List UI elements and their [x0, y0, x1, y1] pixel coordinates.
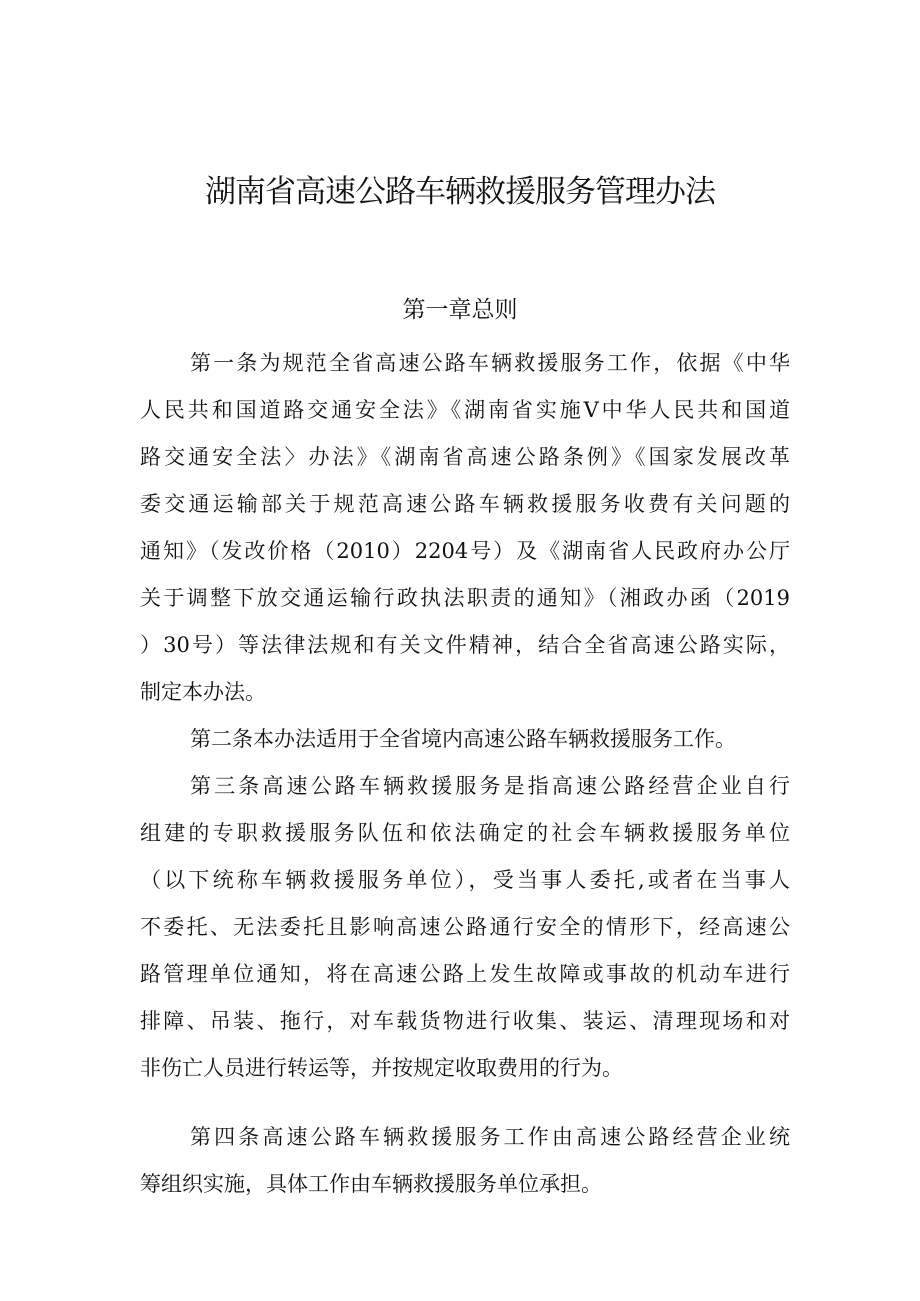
article-1-line: 人民共和国道路交通安全法》《湖南省实施V中华人民共和国道 [140, 398, 790, 422]
document-title: 湖南省高速公路车辆救援服务管理办法 [205, 174, 715, 210]
article-3-line: （以下统称车辆救援服务单位），受当事人委托,或者在当事人 [140, 868, 790, 892]
article-1-line: 关于调整下放交通运输行政执法职责的通知》（湘政办函（2019 [140, 586, 790, 610]
article-3-line: 第三条高速公路车辆救援服务是指高速公路经营企业自行 [190, 774, 790, 798]
article-1-line: 路交通安全法〉办法》《湖南省高速公路条例》《国家发展改革 [140, 445, 790, 469]
article-4 [140, 1114, 790, 1208]
article-4-line: 筹组织实施，具体工作由车辆救援服务单位承担。 [140, 1172, 602, 1196]
article-1-line: 制定本办法。 [140, 680, 266, 704]
article-2 [140, 716, 790, 763]
article-1-line: 第一条为规范全省高速公路车辆救援服务工作，依据《中华 [190, 351, 790, 375]
article-1 [140, 340, 790, 716]
article-1-line: 委交通运输部关于规范高速公路车辆救援服务收费有关问题的 [140, 492, 790, 516]
article-3-line: 非伤亡人员进行转运等，并按规定收取费用的行为。 [140, 1056, 623, 1080]
article-1-line: ）30号）等法律法规和有关文件精神，结合全省高速公路实际， [140, 633, 790, 657]
article-2-line: 第二条本办法适用于全省境内高速公路车辆救援服务工作。 [190, 727, 736, 751]
article-3-line: 不委托、无法委托且影响高速公路通行安全的情形下，经高速公 [140, 915, 790, 939]
article-1-line: 通知》（发改价格（2010）2204号）及《湖南省人民政府办公厅 [140, 539, 790, 563]
article-3-line: 路管理单位通知，将在高速公路上发生故障或事故的机动车进行 [140, 962, 790, 986]
article-3-line: 组建的专职救援服务队伍和依法确定的社会车辆救援服务单位 [140, 821, 790, 845]
article-3-line: 排障、吊装、拖行，对车载货物进行收集、装运、清理现场和对 [140, 1009, 790, 1033]
chapter-heading: 第一章总则 [402, 297, 518, 323]
article-3 [140, 763, 790, 1092]
article-4-line: 第四条高速公路车辆救援服务工作由高速公路经营企业统 [190, 1125, 790, 1149]
